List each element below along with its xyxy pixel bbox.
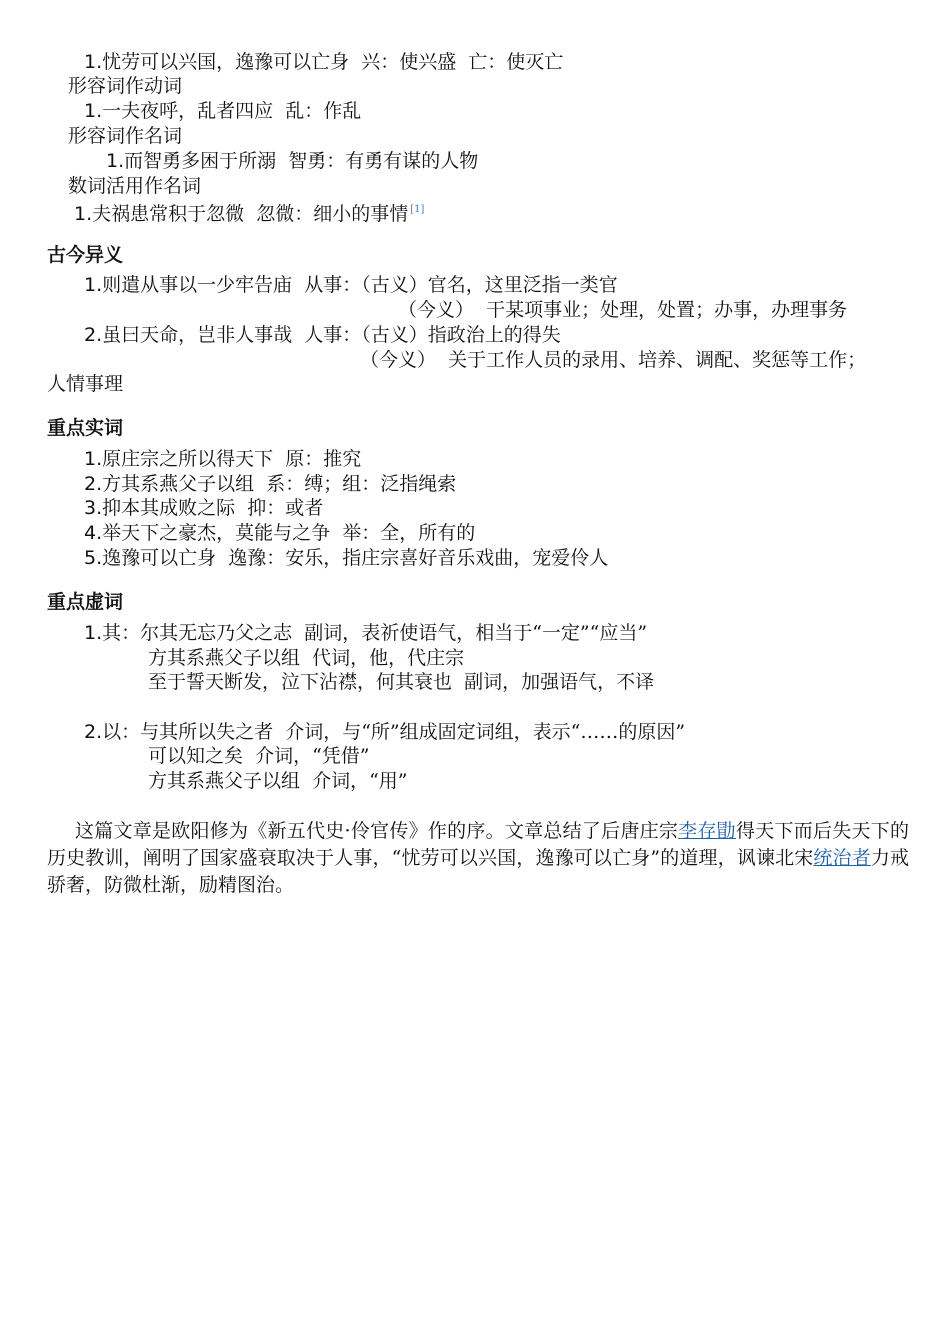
item-text: 抑本其成败之际 抑：或者 — [102, 497, 324, 519]
link-li-cunxu[interactable]: 李存勖 — [678, 820, 736, 842]
function-word-yi-line-3: 方其系燕父子以组 介词，“用” — [148, 770, 408, 792]
item-number: 2. — [84, 721, 103, 743]
item-text: 虽曰天命，岂非人事哉 人事：（古义）指政治上的得失 — [102, 324, 561, 346]
activation-item-4 — [74, 198, 424, 226]
activation-item-2 — [84, 99, 361, 123]
item-text: 一夫夜呼，乱者四应 乱：作乱 — [102, 100, 362, 122]
item-number: 5. — [84, 547, 103, 569]
section-heading-ancient-modern: 古今异义 — [47, 244, 124, 266]
item-number: 1. — [74, 203, 93, 225]
summary-text: 这篇文章是欧阳修为《新五代史·伶官传》作的序。文章总结了后唐庄宗 — [75, 820, 679, 842]
ancient-modern-line-2 — [84, 323, 561, 347]
activation-item-1 — [84, 50, 563, 74]
content-word-item — [84, 546, 608, 570]
function-word-qi-line-3: 至于誓天断发，泣下沾襟，何其衰也 副词，加强语气，不译 — [148, 671, 655, 693]
item-number: 1. — [84, 274, 103, 296]
ancient-modern-line-2-continued: 人情事理 — [47, 373, 124, 395]
item-number: 1. — [84, 448, 103, 470]
section-heading-function-words: 重点虚词 — [47, 591, 124, 613]
item-number: 2. — [84, 324, 103, 346]
item-text: 则遣从事以一少牢告庙 从事：（古义）官名，这里泛指一类官 — [102, 274, 618, 296]
item-text: 方其系燕父子以组 系：缚；组：泛指绳索 — [102, 473, 457, 495]
function-word-qi-line-1 — [84, 621, 647, 645]
item-number: 1. — [106, 150, 125, 172]
item-text: 原庄宗之所以得天下 原：推究 — [102, 448, 362, 470]
footnote-reference[interactable]: [1] — [410, 204, 425, 215]
content-word-item — [84, 496, 323, 520]
item-number: 1. — [84, 51, 103, 73]
item-text: 逸豫可以亡身 逸豫：安乐，指庄宗喜好音乐戏曲，宠爱伶人 — [102, 547, 609, 569]
item-number: 2. — [84, 473, 103, 495]
ancient-modern-line-1 — [84, 273, 618, 297]
item-text: 以：与其所以失之者 介词，与“所”组成固定词组，表示“……的原因” — [102, 721, 686, 743]
function-word-qi-line-2: 方其系燕父子以组 代词，他，代庄宗 — [148, 647, 465, 669]
activation-item-3 — [106, 149, 478, 173]
summary-paragraph — [47, 818, 909, 899]
function-word-yi-line-1 — [84, 720, 685, 744]
item-text: 夫祸患常积于忽微 忽微：细小的事情 — [92, 203, 409, 225]
item-text: 举天下之豪杰，莫能与之争 举：全，所有的 — [102, 522, 476, 544]
summary-text: 得天下而后失天下的历史教训，阐明了国家盛衰取决于人事，“忧劳可以兴国，逸豫可以亡身”的道理，讽谏北宋 — [47, 820, 909, 869]
section-heading-content-words: 重点实词 — [47, 417, 124, 439]
item-text: 忧劳可以兴国，逸豫可以亡身 兴：使兴盛 亡：使灭亡 — [102, 51, 564, 73]
content-word-item — [84, 521, 475, 545]
content-word-item — [84, 447, 361, 471]
content-word-item — [84, 472, 456, 496]
item-number: 4. — [84, 522, 103, 544]
ancient-modern-line-2-modern: （今义） 关于工作人员的录用、培养、调配、奖惩等工作； — [360, 349, 867, 371]
link-rulers[interactable]: 统治者 — [813, 847, 871, 869]
function-word-yi-line-2: 可以知之矣 介词，“凭借” — [148, 745, 370, 767]
subsection-title-adj-verb: 形容词作动词 — [68, 75, 183, 97]
item-text: 而智勇多困于所溺 智勇：有勇有谋的人物 — [124, 150, 479, 172]
subsection-title-numeral: 数词活用作名词 — [68, 175, 202, 197]
item-number: 3. — [84, 497, 103, 519]
summary-text: 力戒骄奢，防微杜渐，励精图治。 — [47, 847, 909, 896]
subsection-title-adj-noun: 形容词作名词 — [68, 125, 183, 147]
ancient-modern-line-1-modern: （今义） 干某项事业；处理，处置；办事，办理事务 — [398, 299, 848, 321]
item-number: 1. — [84, 622, 103, 644]
item-number: 1. — [84, 100, 103, 122]
item-text: 其：尔其无忘乃父之志 副词，表祈使语气，相当于“一定”“应当” — [102, 622, 648, 644]
